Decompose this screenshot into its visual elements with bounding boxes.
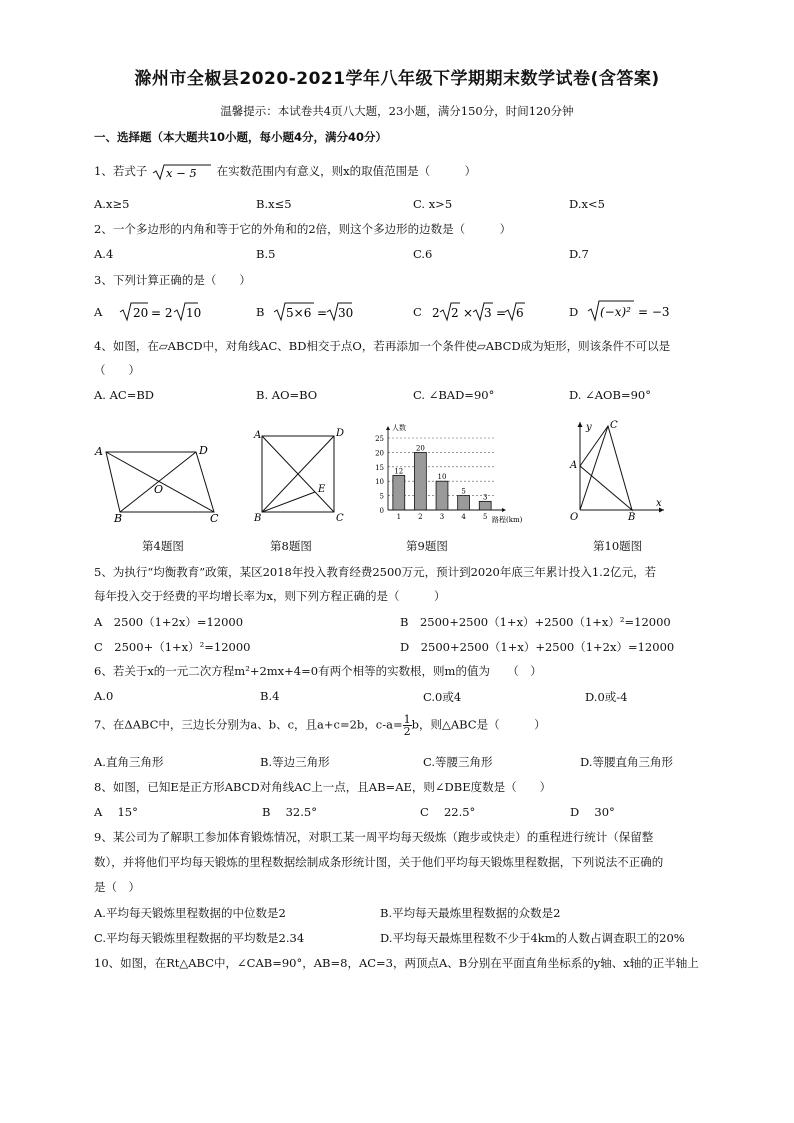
fig10-label-o: O [570,512,579,523]
chart-bar [458,496,470,510]
chart-y-tick-label: 15 [375,463,384,472]
q7-numerator: 1 [403,713,411,726]
chart-y-tick-label: 0 [379,507,384,515]
caption-figure-8: 第8题图 [270,539,312,553]
fig8-label-b: B [254,513,262,524]
question-1 [94,163,476,181]
q6-option-c: C.0或4 [423,690,462,704]
fig4-label-d: D [199,444,208,457]
q5-option-a: A 2500（1+2x）=12000 [94,615,244,629]
q6-option-d: D.0或-4 [585,690,628,704]
fig8-label-c: C [336,513,344,524]
fig4-label-b: B [114,512,123,525]
fig4-label-o: O [154,483,164,496]
q3-b-mid: = [317,306,328,320]
q3-c-equals: = [496,306,507,320]
section-heading: 一、选择题（本大题共10小题，每小题4分，满分40分） [94,130,388,144]
page-title: 滁州市全椒县2020-2021学年八年级下学期期末数学试卷(含答案) [134,69,660,89]
question-3: 3、下列计算正确的是（ ） [94,273,251,287]
q5-option-d: D 2500+2500（1+x）+2500（1+2x）=12000 [400,640,675,654]
q7-option-d: D.等腰直角三角形 [580,755,673,769]
chart-y-axis-label: 人数 [392,424,406,432]
question-4-line-1: 4、如图，在▱ABCD中，对角线AC、BD相交于点O，若再添加一个条件使▱ABCD成为矩形，则该条件不可以是 [94,339,671,353]
q5-option-b: B 2500+2500（1+x）+2500（1+x）²=12000 [400,615,671,629]
q7-option-a: A.直角三角形 [94,755,164,769]
q3-a-radicand-2: 10 [186,306,202,320]
question-9-line-2: 数），并将他们平均每天锻炼的里程数据绘制成条形统计图，关于他们平均每天锻炼里程数据，下列说法不正确的 [94,855,664,869]
chart-bar-value-label: 3 [482,493,488,502]
figure-8-square [250,424,350,524]
q1-option-d: D.x<5 [569,197,605,211]
fig8-label-e: E [318,484,326,495]
fig4-label-a: A [95,445,103,458]
q3-a-mid: = 2 [151,306,173,320]
q2-option-b: B.5 [256,247,276,261]
q1-prefix: 1、若式子 [94,164,148,178]
question-7 [94,714,546,737]
chart-y-tick-label: 20 [375,449,384,458]
chart-bar-value-label: 10 [437,473,447,482]
q7-option-c: C.等腰三角形 [423,755,493,769]
question-9-line-3: 是（ ） [94,880,140,894]
q3-b-radicand-1: 5×6 [286,306,312,320]
question-2: 2、一个多边形的内角和等于它的外角和的2倍，则这个多边形的边数是（ ） [94,222,512,236]
q3-expr-c [430,300,526,322]
q3-label-b: B [256,305,265,319]
q2-option-d: D.7 [569,247,589,261]
q3-c-radicand-3: 6 [516,306,524,320]
caption-figure-9: 第9题图 [406,539,448,553]
exam-tip: 温馨提示：本试卷共4页八大题，23小题，满分150分，时间120分钟 [220,104,574,118]
chart-bar [414,452,426,510]
q9-option-d: D.平均每天最炼里程数不少于4km的人数占调查职工的20% [380,931,685,945]
fig10-label-a: A [570,460,578,471]
question-4-line-2: （ ） [94,363,140,377]
figure-10-coordinate-triangle [564,416,670,524]
q3-expr-b [272,300,352,322]
fig10-label-x: x [656,498,662,509]
fig8-label-a: A [254,430,262,441]
chart-bar-value-label: 12 [394,467,404,476]
caption-figure-4: 第4题图 [142,539,184,553]
question-9-line-1: 9、某公司为了解职工参加体育锻炼情况，对职工某一周平均每天级炼（跑步或快走）的重程进行统计（保留整 [94,830,654,844]
q3-label-d: D [569,305,579,319]
q3-d-radicand: (−x)² [600,305,631,319]
q3-a-radicand-1: 20 [133,306,149,320]
chart-x-axis-label: 路程(km) [492,516,523,524]
q9-option-b: B.平均每天最炼里程数据的众数是2 [380,906,561,920]
question-8: 8、如图，已知E是正方形ABCD对角线AC上一点，且AB=AE，则∠DBE度数是（ ） [94,780,552,794]
chart-bar [393,475,405,510]
q6-option-b: B.4 [260,689,280,703]
q3-c-radicand-2: 3 [484,306,492,320]
chart-y-axis-arrow [386,426,390,430]
chart-bar-value-label: 20 [415,444,425,453]
chart-x-tick-label: 3 [439,513,445,521]
q9-option-c: C.平均每天锻炼里程数据的平均数是2.34 [94,931,305,945]
chart-x-axis-arrow [502,508,506,512]
q7-denominator: 2 [403,725,411,738]
figure-9-bar-chart [368,418,523,524]
fig8-label-d: D [336,428,345,439]
q8-option-c: C 22.5° [420,805,476,819]
chart-x-tick-label: 2 [418,513,423,521]
chart-y-tick-label: 25 [375,435,384,443]
q8-option-a: A 15° [94,805,138,819]
chart-x-tick-label: 5 [482,513,488,521]
q1-suffix: 在实数范围内有意义，则x的取值范围是（ ） [216,164,477,178]
q8-option-b: B 32.5° [262,805,317,819]
q2-option-c: C.6 [413,247,433,261]
question-10-line-1: 10、如图，在Rt△ABC中，∠CAB=90°，AB=8，AC=3，两顶点A、B分别在平面直角坐标系的y轴、x轴的正半轴上 [94,956,699,970]
q2-option-a: A.4 [94,247,114,261]
q7-fraction [403,714,412,737]
question-6: 6、若关于x的一元二次方程m²+2mx+4=0有两个相等的实数根，则m的值为 （ ） [94,664,542,678]
chart-bar-value-label: 5 [461,487,466,496]
caption-figure-10: 第10题图 [593,539,643,553]
q3-expr-d [586,298,676,322]
q3-label-c: C [413,305,422,319]
q3-c-times: × [463,306,474,320]
chart-x-tick-label: 4 [461,513,466,521]
q7-prefix: 7、在ΔABC中，三边长分别为a、b、c，且a+c=2b，c-a= [94,717,403,732]
q9-option-a: A.平均每天锻炼里程数据的中位数是2 [94,906,286,920]
q3-expr-a [118,300,202,322]
q7-suffix: b，则△ABC是（ ） [411,717,546,732]
chart-bar [479,501,491,510]
q3-c-radicand-1: 2 [451,306,459,320]
fig10-label-c: C [610,420,618,431]
question-5-line-2: 每年投入交于经费的平均增长率为x，则下列方程正确的是（ ） [94,589,446,603]
q1-option-c: C. x>5 [413,197,453,211]
q4-option-d: D. ∠AOB=90° [569,388,651,402]
q1-option-b: B.x≤5 [256,197,292,211]
q1-option-a: A.x≥5 [94,197,130,211]
q4-option-a: A. AC=BD [94,388,155,402]
figure-4-parallelogram [92,436,228,524]
q6-option-a: A.0 [94,689,114,703]
q3-c-coefficient: 2 [432,306,440,320]
q7-option-b: B.等边三角形 [260,755,330,769]
chart-y-tick-label: 5 [379,492,384,501]
chart-bar [436,481,448,510]
fig4-label-c: C [210,512,219,525]
q4-option-b: B. AO=BO [256,388,318,402]
q1-radical [151,163,213,181]
fig10-label-y: y [586,422,592,433]
fig10-label-b: B [628,512,636,523]
q3-b-radicand-2: 30 [338,306,354,320]
q4-option-c: C. ∠BAD=90° [413,388,495,402]
question-5-line-1: 5、为执行“均衡教育”政策，某区2018年投入教育经费2500万元，预计到2020年底三年累计投入1.2亿元，若 [94,565,657,579]
q5-option-c: C 2500+（1+x）²=12000 [94,640,251,654]
chart-y-tick-label: 10 [375,478,384,487]
chart-x-tick-label: 1 [396,513,402,521]
q8-option-d: D 30° [570,805,615,819]
q3-d-equals: = −3 [638,305,670,319]
q3-label-a: A [94,305,103,319]
q1-radicand: x − 5 [165,166,197,180]
